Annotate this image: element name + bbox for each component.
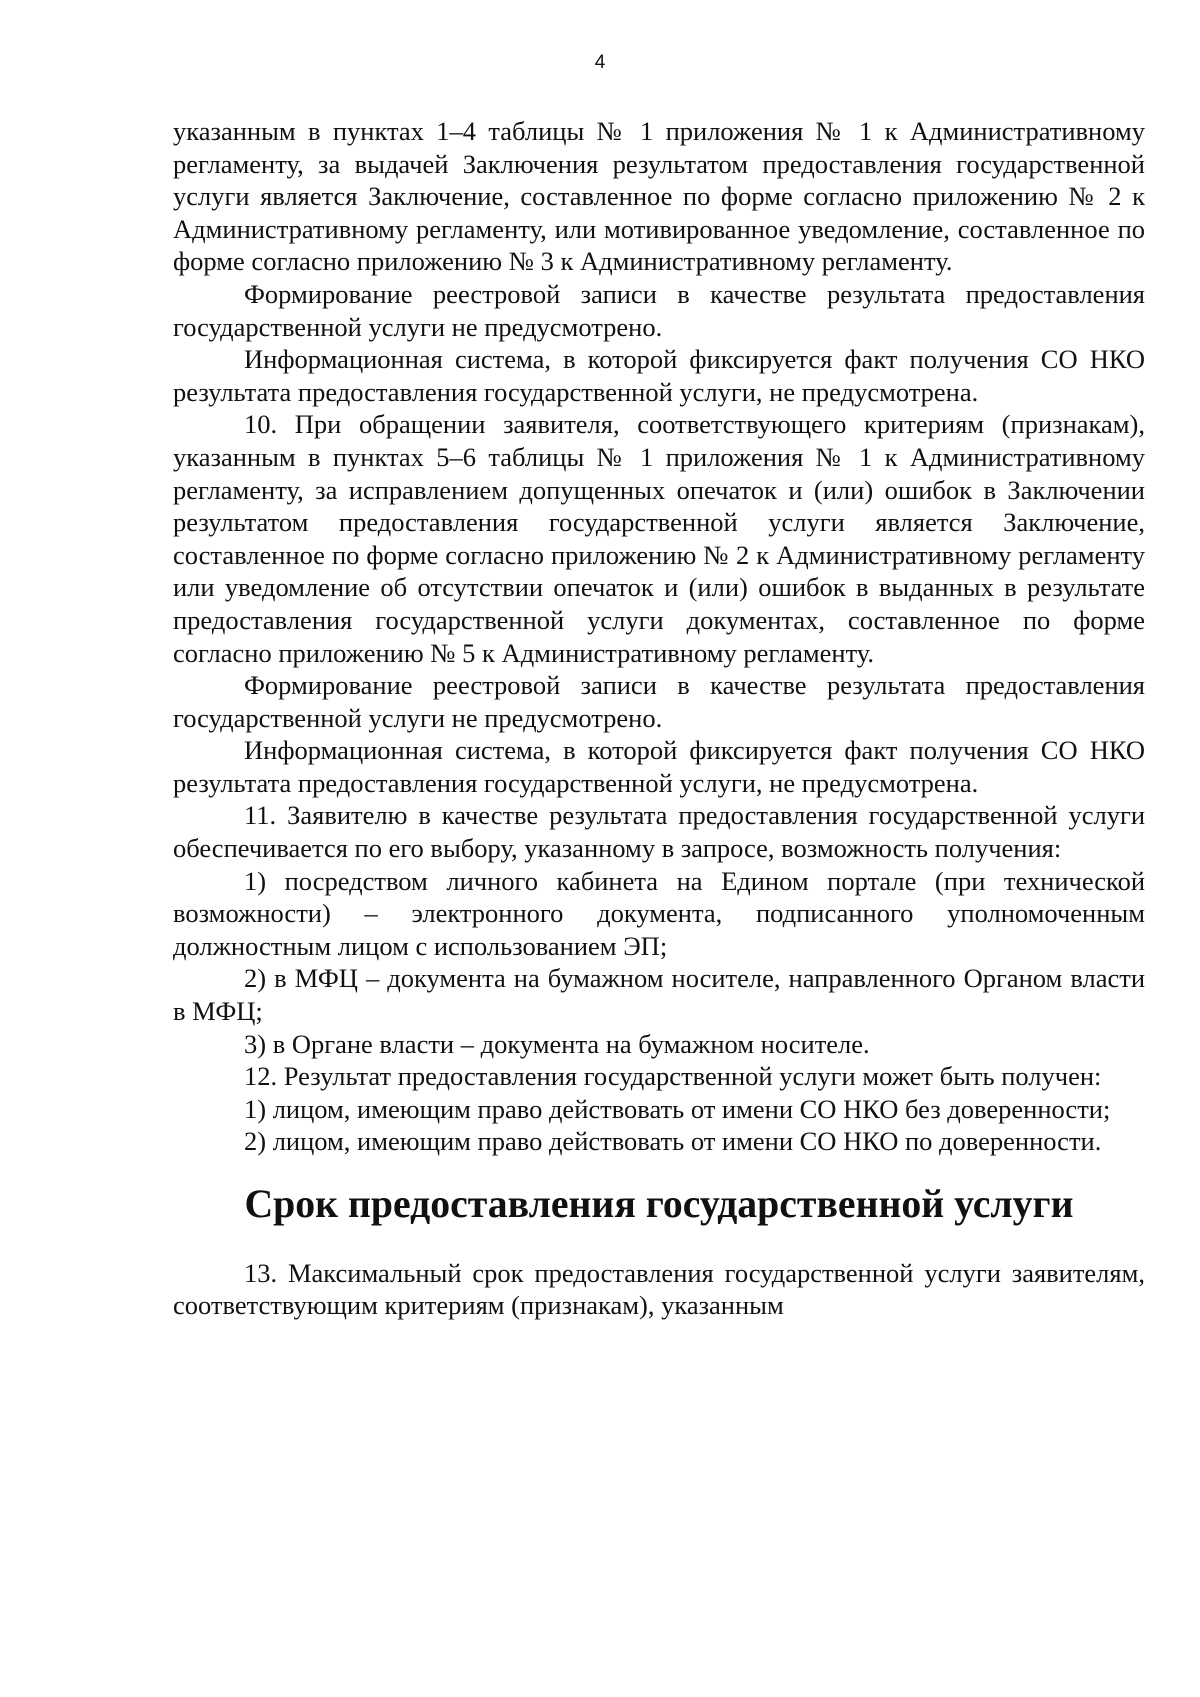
paragraph: 10. При обращении заявителя, соответствующего критериям (признакам), указанным в пунктах 5–6 таблицы № 1 приложения № 1 к Административному регламенту, за исправлением допущенных опечаток и (или) ошибок в Заключении результатом предоставления государственной услуги является Заключение, составленное по форме согласно приложению № 2 к Административному регламенту или уведомление об отсутствии опечаток и (или) ошибок в выданных в результате предоставления государственной услуги документах, составленное по форме согласно приложению № 5 к Административному регламенту. (173, 409, 1145, 668)
paragraph: 13. Максимальный срок предоставления государственной услуги заявителям, соответствующим критериям (признакам), указанным (173, 1257, 1145, 1321)
list-item: 2) лицом, имеющим право действовать от имени СО НКО по доверенности. (244, 1126, 1102, 1157)
list-item: 3) в Органе власти – документа на бумажном носителе. (244, 1028, 870, 1059)
paragraph: Информационная система, в которой фиксируется факт получения СО НКО результата предоставления государственной услуги, не предусмотрена. (173, 344, 1145, 407)
paragraphs-before (173, 115, 1145, 1158)
paragraph: 12. Результат предоставления государственной услуги может быть получен: (244, 1061, 1102, 1092)
paragraph: Формирование реестровой записи в качестве результата предоставления государственной услуги не предусмотрено. (173, 670, 1145, 733)
paragraph: Информационная система, в которой фиксируется факт получения СО НКО результата предоставления государственной услуги, не предусмотрена. (173, 735, 1145, 798)
section-heading: Срок предоставления государственной услуги (244, 1182, 1074, 1226)
list-item: 1) посредством личного кабинета на Едином портале (при технической возможности) – электронного документа, подписанного уполномоченным должностным лицом с использованием ЭП; (173, 865, 1145, 961)
list-item: 1) лицом, имеющим право действовать от имени СО НКО без доверенности; (244, 1093, 1111, 1124)
paragraphs-after (173, 1257, 1145, 1322)
paragraph: указанным в пунктах 1–4 таблицы № 1 приложения № 1 к Административному регламенту, за выдачей Заключения результатом предоставления государственной услуги является Заключение, составленное по форме согласно приложению № 2 к Административному регламенту, или мотивированное уведомление, составленное по форме согласно приложению № 3 к Административному регламенту. (173, 116, 1145, 277)
paragraph: Формирование реестровой записи в качестве результата предоставления государственной услуги не предусмотрено. (173, 278, 1145, 342)
paragraph: 11. Заявителю в качестве результата предоставления государственной услуги обеспечивается по его выбору, указанному в запросе, возможность получения: (173, 800, 1145, 864)
list-item: 2) в МФЦ – документа на бумажном носителе, направленного Органом власти в МФЦ; (173, 963, 1145, 1027)
document-body (173, 115, 1145, 1322)
page-number: 4 (594, 52, 606, 73)
